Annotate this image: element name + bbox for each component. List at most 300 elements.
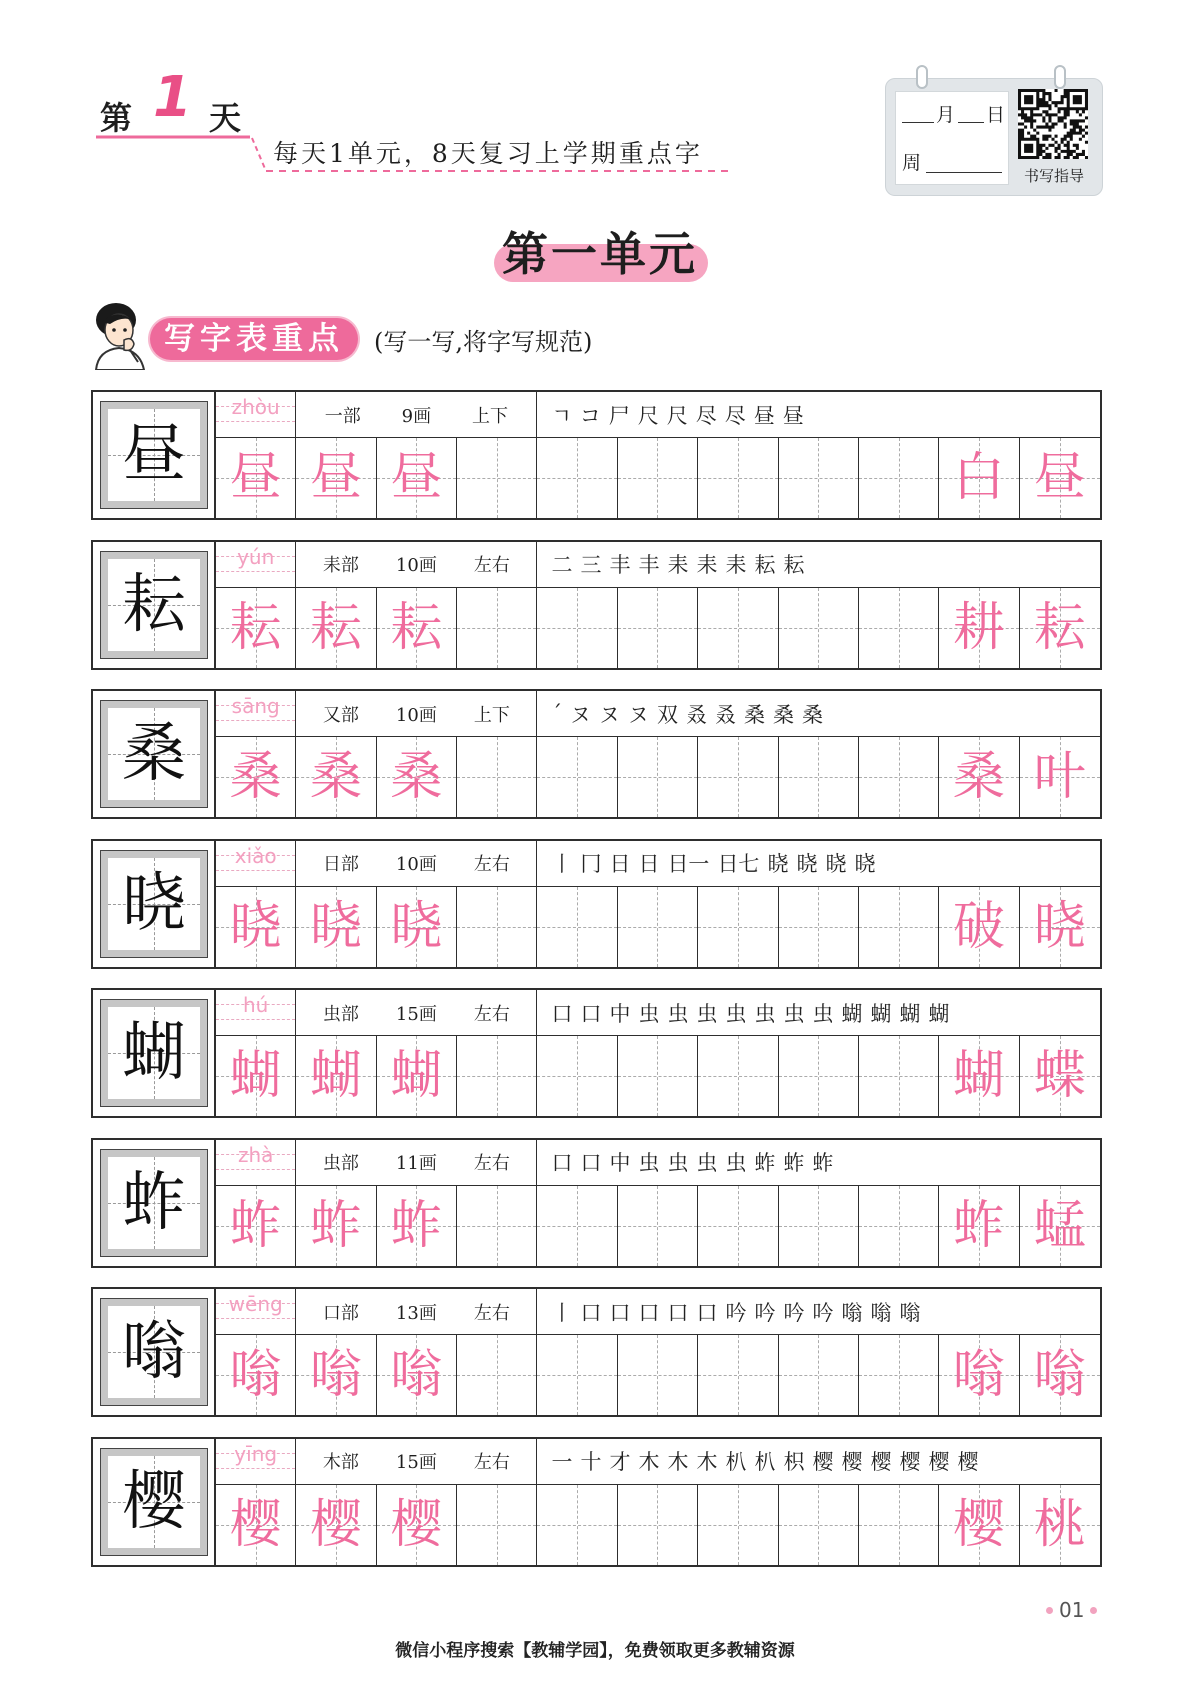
page-dot — [1046, 1607, 1053, 1614]
character-row — [91, 540, 1102, 670]
writing-grid — [216, 1335, 1100, 1415]
writing-cell — [296, 887, 376, 967]
stroke-order-step: 晓 — [796, 852, 818, 876]
month-blank — [902, 122, 934, 123]
word-char: 晓 — [1033, 896, 1086, 957]
radical: 木部 — [322, 1452, 359, 1473]
stroke-order-step: 丨 — [551, 852, 573, 876]
practice-char: 耘 — [310, 597, 363, 658]
stroke-order-step: 晓 — [767, 852, 789, 876]
stroke-order-step: 木 — [638, 1450, 660, 1474]
writing-cell — [618, 737, 698, 817]
writing-cell — [457, 1485, 537, 1565]
stroke-order-step: 日七 — [717, 852, 760, 876]
binder-ring-icon — [916, 65, 928, 89]
model-char-box — [93, 1439, 216, 1565]
writing-cell — [939, 737, 1019, 817]
character-row — [91, 390, 1102, 520]
stroke-order-step: 樱 — [812, 1450, 834, 1474]
stroke-order-step: 日 — [638, 852, 660, 876]
model-char: 晓 — [122, 866, 186, 941]
pinyin-cell — [216, 392, 296, 438]
pinyin-cell — [216, 1439, 296, 1485]
stroke-order-step: ㄱ — [551, 403, 572, 428]
pinyin: zhòu — [231, 395, 280, 419]
writing-cell — [216, 588, 296, 668]
stroke-count: 10画 — [395, 704, 437, 726]
writing-cell — [779, 438, 859, 518]
stroke-order-step: 樱 — [870, 1450, 892, 1474]
stroke-order-step: 昼 — [753, 403, 775, 428]
structure: 上下 — [473, 704, 510, 726]
stroke-order-cell — [537, 1140, 1100, 1186]
stroke-order-step: 吟 — [725, 1300, 747, 1325]
writing-cell — [859, 1335, 939, 1415]
stroke-order-step: 一 — [551, 1450, 573, 1474]
footer-note: 微信小程序搜索【教辅学园】，免费领取更多教辅资源 — [395, 1641, 795, 1661]
page-dot — [1090, 1607, 1097, 1614]
stroke-order-step: 耒 — [725, 553, 747, 577]
practice-char: 蚱 — [390, 1195, 443, 1256]
writing-cell — [859, 737, 939, 817]
stroke-order-step: 耒 — [667, 553, 689, 577]
stroke-order-step: 虫 — [725, 1151, 747, 1175]
writing-grid — [216, 737, 1100, 817]
writing-grid — [216, 1186, 1100, 1266]
stroke-order-step: 晓 — [825, 852, 847, 876]
word-char: 蝶 — [1033, 1046, 1086, 1106]
writing-cell — [1020, 737, 1100, 817]
writing-cell — [216, 887, 296, 967]
stroke-order-step: 口 — [580, 1151, 602, 1175]
writing-cell — [537, 438, 617, 518]
stroke-order-step: ˊ — [551, 701, 562, 726]
stroke-order-step: 口 — [667, 1300, 689, 1325]
stroke-order-step: 嗡 — [841, 1300, 863, 1325]
model-char-box — [93, 691, 216, 817]
tianzige-frame — [101, 1000, 207, 1106]
stroke-order-step: 丰 — [609, 553, 631, 577]
practice-char: 桑 — [229, 747, 282, 807]
stroke-order-cell — [537, 1289, 1100, 1335]
stroke-order-step: 虫 — [667, 1001, 689, 1026]
writing-cell — [457, 1186, 537, 1266]
writing-cell — [216, 1186, 296, 1266]
writing-cell — [698, 1335, 778, 1415]
unit-title: 第一单元 — [502, 227, 698, 281]
stroke-order-step: 三 — [580, 553, 602, 577]
writing-cell — [859, 1485, 939, 1565]
writing-cell — [296, 1036, 376, 1116]
stroke-order-step: 二 — [551, 553, 573, 577]
binder-ring-icon — [1054, 65, 1066, 89]
writing-cell — [859, 1186, 939, 1266]
tianzige-frame — [101, 701, 207, 807]
stroke-order-step: 中 — [609, 1001, 631, 1026]
writing-grid — [216, 1036, 1100, 1116]
writing-cell — [537, 887, 617, 967]
practice-char: 嗡 — [229, 1345, 282, 1405]
tianzige-frame — [101, 552, 207, 658]
structure: 上下 — [472, 405, 508, 427]
writing-cell — [939, 588, 1019, 668]
char-info-cell — [296, 392, 537, 438]
stroke-order-step: 虫 — [783, 1001, 805, 1026]
stroke-order-step: 尽 — [724, 403, 746, 428]
writing-cell — [779, 588, 859, 668]
character-row — [91, 1437, 1102, 1567]
writing-cell — [618, 1485, 698, 1565]
structure: 左右 — [473, 854, 510, 875]
writing-cell — [939, 1036, 1019, 1116]
stroke-order-step: 十 — [580, 1450, 602, 1474]
writing-grid — [216, 887, 1100, 967]
boy-thinking-icon — [86, 300, 152, 370]
stroke-order-step: 耒 — [696, 553, 718, 577]
writing-cell — [296, 438, 376, 518]
stroke-order-step: 叒 — [714, 702, 736, 727]
writing-cell — [859, 1036, 939, 1116]
stroke-order-step: 耘 — [754, 553, 776, 577]
stroke-order-step: 昼 — [782, 403, 804, 428]
practice-char: 樱 — [310, 1494, 363, 1555]
stroke-order-step: 日 — [609, 852, 631, 876]
header-subtitle: 每天1单元，8天复习上学期重点字 — [273, 139, 703, 168]
practice-char: 晓 — [390, 896, 443, 957]
writing-cell — [216, 737, 296, 817]
stroke-order-cell — [537, 392, 1100, 438]
writing-cell — [698, 588, 778, 668]
char-info-cell — [296, 691, 537, 737]
writing-cell — [618, 1036, 698, 1116]
writing-cell — [939, 887, 1019, 967]
stroke-order-step: 蝴 — [899, 1001, 921, 1026]
tianzige-frame — [101, 1449, 207, 1555]
section-instruction: (写一写,将字写规范) — [374, 328, 593, 356]
boy-eye — [123, 328, 127, 332]
word-char: 昼 — [1033, 448, 1086, 508]
stroke-order-step: 虫 — [667, 1151, 689, 1175]
writing-cell — [779, 1186, 859, 1266]
pinyin: yīng — [234, 1441, 278, 1466]
writing-cell — [377, 887, 457, 967]
stroke-order-step: 尺 — [637, 403, 659, 428]
char-info-cell — [296, 1289, 537, 1335]
stroke-count: 13画 — [395, 1302, 437, 1324]
structure: 左右 — [473, 1153, 510, 1174]
stroke-order-step: 口 — [580, 1001, 602, 1026]
writing-cell — [296, 588, 376, 668]
word-char: 叶 — [1033, 747, 1086, 807]
model-char: 耘 — [122, 567, 186, 642]
pinyin: xiǎo — [234, 843, 277, 868]
writing-cell — [216, 1485, 296, 1565]
stroke-count: 10画 — [395, 555, 437, 576]
stroke-order-step: 口 — [696, 1300, 718, 1325]
model-char: 桑 — [122, 717, 186, 791]
radical: 一部 — [324, 405, 361, 427]
stroke-order-step: 虫 — [696, 1151, 718, 1175]
writing-cell — [1020, 1335, 1100, 1415]
stroke-order-step: 蚱 — [754, 1151, 776, 1175]
stroke-order-step: 吟 — [783, 1300, 805, 1325]
stroke-order-step: 丨 — [551, 1300, 573, 1325]
pinyin: yún — [237, 544, 275, 569]
stroke-order-step: コ — [579, 403, 601, 428]
stroke-order-step: 虫 — [812, 1001, 834, 1026]
writing-cell — [377, 1335, 457, 1415]
stroke-order-step: 蚱 — [812, 1151, 834, 1175]
stroke-order-step: 尽 — [695, 403, 717, 428]
stroke-order-step: 冂 — [580, 852, 602, 876]
week-blank — [926, 172, 1002, 173]
page-number — [1046, 1598, 1097, 1622]
stroke-count: 15画 — [395, 1003, 437, 1025]
stroke-count: 10画 — [395, 854, 437, 875]
writing-cell — [698, 1485, 778, 1565]
writing-grid — [216, 1485, 1100, 1565]
writing-grid — [216, 588, 1100, 668]
practice-char: 桑 — [310, 747, 363, 807]
word-char: 耘 — [1033, 597, 1086, 658]
page-number-text: 01 — [1059, 1598, 1085, 1622]
writing-cell — [537, 1335, 617, 1415]
boy-eye — [112, 328, 116, 332]
character-row — [91, 1138, 1102, 1268]
practice-char: 蚱 — [310, 1195, 363, 1256]
word-char: 桃 — [1033, 1494, 1086, 1555]
stroke-order-step: 耘 — [783, 553, 805, 577]
writing-cell — [296, 1485, 376, 1565]
boy-hand — [124, 339, 134, 351]
stroke-order-step: 樱 — [899, 1450, 921, 1474]
pinyin-cell — [216, 1140, 296, 1186]
character-row — [91, 689, 1102, 819]
word-char: 蝴 — [952, 1046, 1005, 1106]
writing-cell — [698, 737, 778, 817]
writing-cell — [618, 438, 698, 518]
writing-cell — [859, 887, 939, 967]
stroke-order-step: 木 — [696, 1450, 718, 1474]
model-char-box — [93, 1140, 216, 1266]
stroke-order-step: 嗡 — [899, 1300, 921, 1325]
stroke-order-step: 虫 — [638, 1151, 660, 1175]
stroke-order-cell — [537, 1439, 1100, 1485]
writing-cell — [377, 1186, 457, 1266]
character-row — [91, 839, 1102, 969]
writing-cell — [1020, 887, 1100, 967]
writing-cell — [939, 1485, 1019, 1565]
pinyin-cell — [216, 542, 296, 588]
stroke-order-step: 虫 — [725, 1001, 747, 1026]
stroke-order-step: 木 — [667, 1450, 689, 1474]
writing-cell — [1020, 438, 1100, 518]
writing-cell — [457, 588, 537, 668]
stroke-order-step: 口 — [551, 1001, 573, 1026]
day-prefix: 第 — [100, 99, 133, 137]
writing-cell — [939, 1186, 1019, 1266]
model-char: 蚱 — [122, 1165, 186, 1240]
pinyin-cell — [216, 990, 296, 1036]
writing-grid — [216, 438, 1100, 518]
writing-cell — [618, 1186, 698, 1266]
pinyin: zhà — [237, 1142, 274, 1167]
practice-char: 樱 — [390, 1494, 443, 1555]
stroke-order-step: 虫 — [754, 1001, 776, 1026]
writing-cell — [377, 438, 457, 518]
radical: 虫部 — [322, 1153, 359, 1174]
char-info-cell — [296, 1439, 537, 1485]
model-char: 昼 — [122, 418, 186, 492]
week-label: 周 — [902, 152, 922, 174]
structure: 左右 — [473, 1452, 510, 1473]
stroke-order-step: 蚱 — [783, 1151, 805, 1175]
writing-cell — [939, 438, 1019, 518]
stroke-order-step: ヌ — [569, 702, 591, 727]
day-blank — [958, 122, 984, 123]
radical: 又部 — [322, 704, 359, 726]
stroke-order-step: 尸 — [608, 403, 630, 428]
model-char: 蝴 — [122, 1016, 186, 1090]
stroke-order-step: 虫 — [638, 1001, 660, 1026]
practice-char: 蝴 — [310, 1046, 363, 1106]
stroke-order-step: 樱 — [928, 1450, 950, 1474]
stroke-order-cell — [537, 841, 1100, 887]
practice-char: 耘 — [229, 597, 282, 658]
practice-char: 蝴 — [390, 1046, 443, 1106]
writing-cell — [698, 1036, 778, 1116]
stroke-count: 11画 — [395, 1153, 437, 1174]
tianzige-frame — [101, 1299, 207, 1405]
writing-cell — [618, 588, 698, 668]
char-info-cell — [296, 841, 537, 887]
stroke-order-step: 口 — [609, 1300, 631, 1325]
word-char: 樱 — [952, 1494, 1005, 1555]
radical: 日部 — [322, 854, 359, 875]
practice-char: 昼 — [390, 448, 443, 508]
writing-cell — [537, 1485, 617, 1565]
stroke-order-step: 蝴 — [841, 1001, 863, 1026]
stroke-order-cell — [537, 542, 1100, 588]
date-card — [885, 78, 1103, 196]
writing-cell — [1020, 588, 1100, 668]
pinyin-cell — [216, 841, 296, 887]
stroke-order-step: 中 — [609, 1151, 631, 1175]
writing-cell — [457, 1335, 537, 1415]
writing-cell — [457, 887, 537, 967]
structure: 左右 — [473, 555, 510, 576]
qr-modules — [1018, 89, 1088, 159]
word-char: 白 — [952, 448, 1005, 508]
stroke-order-step: ヌ — [598, 702, 620, 727]
word-char: 嗡 — [1033, 1345, 1086, 1405]
practice-char: 昼 — [310, 448, 363, 508]
word-char: 蚱 — [952, 1195, 1005, 1256]
writing-cell — [779, 887, 859, 967]
writing-cell — [296, 1335, 376, 1415]
pinyin: hú — [243, 993, 269, 1017]
structure: 左右 — [473, 1003, 510, 1025]
pinyin-cell — [216, 691, 296, 737]
day-number: 1 — [153, 65, 192, 130]
stroke-order-step: 吟 — [754, 1300, 776, 1325]
character-row — [91, 1287, 1102, 1417]
stroke-order-step: 朳 — [754, 1450, 776, 1474]
model-char-box — [93, 392, 216, 518]
stroke-order-step: 蝴 — [870, 1001, 892, 1026]
stroke-order-step: 樱 — [957, 1450, 979, 1474]
pinyin: sāng — [231, 694, 280, 718]
writing-cell — [779, 1335, 859, 1415]
writing-cell — [698, 438, 778, 518]
word-char: 桑 — [952, 747, 1005, 807]
stroke-order-step: 双 — [656, 702, 678, 727]
stroke-order-step: 吟 — [812, 1300, 834, 1325]
radical: 耒部 — [322, 555, 359, 576]
writing-cell — [377, 588, 457, 668]
writing-cell — [1020, 1485, 1100, 1565]
stroke-order-step: 桑 — [801, 702, 823, 727]
practice-char: 昼 — [229, 448, 282, 508]
radical: 虫部 — [322, 1003, 359, 1025]
character-row — [91, 988, 1102, 1118]
day-label: 日 — [986, 104, 1006, 126]
writing-cell — [859, 588, 939, 668]
writing-cell — [537, 1186, 617, 1266]
practice-char: 桑 — [390, 747, 443, 807]
stroke-order-step: 嗡 — [870, 1300, 892, 1325]
stroke-order-step: 蝴 — [928, 1001, 950, 1026]
practice-char: 蚱 — [229, 1195, 282, 1256]
writing-cell — [939, 1335, 1019, 1415]
pinyin: wēng — [228, 1292, 283, 1316]
stroke-order-step: 口 — [638, 1300, 660, 1325]
writing-cell — [698, 1186, 778, 1266]
radical: 口部 — [322, 1302, 359, 1324]
practice-char: 樱 — [229, 1494, 282, 1555]
tianzige-frame — [101, 402, 207, 508]
writing-cell — [537, 1036, 617, 1116]
stroke-order-cell — [537, 990, 1100, 1036]
writing-cell — [1020, 1036, 1100, 1116]
writing-cell — [779, 737, 859, 817]
stroke-order-step: 晓 — [854, 852, 876, 876]
writing-cell — [377, 1485, 457, 1565]
structure: 左右 — [473, 1302, 510, 1324]
writing-cell — [457, 737, 537, 817]
practice-char: 嗡 — [390, 1345, 443, 1405]
stroke-order-step: 朳 — [725, 1450, 747, 1474]
model-char: 樱 — [122, 1464, 186, 1539]
writing-cell — [1020, 1186, 1100, 1266]
writing-cell — [618, 1335, 698, 1415]
word-char: 蜢 — [1033, 1195, 1086, 1256]
stroke-order-cell — [537, 691, 1100, 737]
stroke-order-step: 虫 — [696, 1001, 718, 1026]
practice-char: 蝴 — [229, 1046, 282, 1106]
header-diagonal-line — [252, 138, 266, 171]
writing-cell — [859, 438, 939, 518]
stroke-order-step: 口 — [580, 1300, 602, 1325]
practice-char: 晓 — [229, 896, 282, 957]
stroke-order-step: 口 — [551, 1151, 573, 1175]
writing-cell — [457, 1036, 537, 1116]
model-char-box — [93, 1289, 216, 1415]
section-label: 写字表重点 — [150, 318, 358, 360]
stroke-order-step: 枳 — [783, 1450, 805, 1474]
model-char-box — [93, 990, 216, 1116]
stroke-order-step: 丰 — [638, 553, 660, 577]
